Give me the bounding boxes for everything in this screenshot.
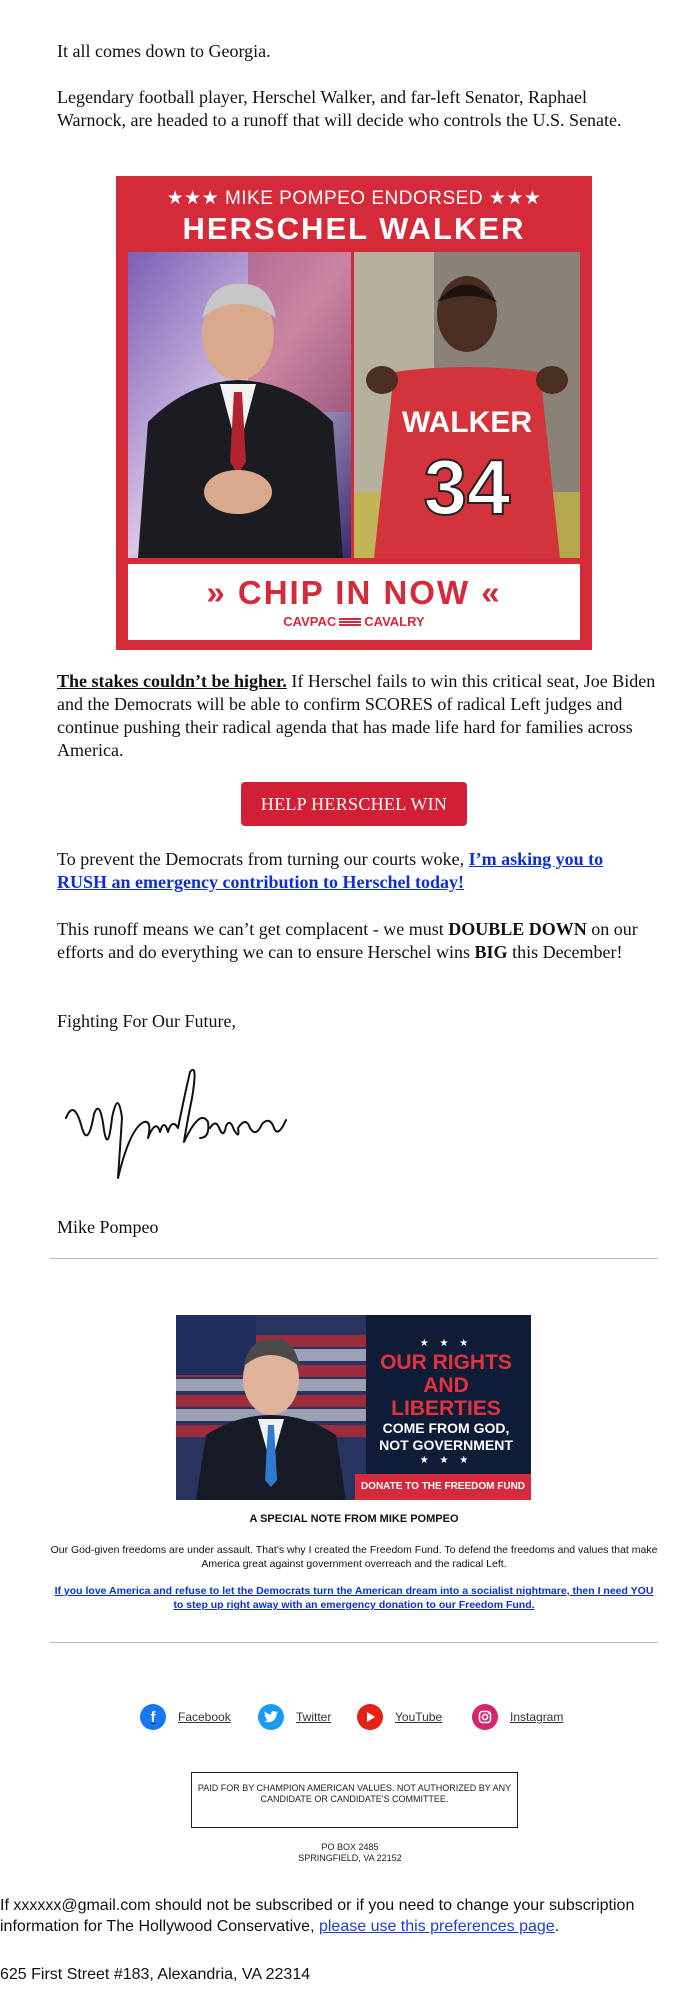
instagram-link[interactable] xyxy=(472,1703,563,1731)
logo-left-text: CAVPAC xyxy=(283,614,337,629)
signer-name: Mike Pompeo xyxy=(57,1217,159,1237)
closing-line: Fighting For Our Future, xyxy=(57,1011,237,1031)
runoff-text-a: This runoff means we can’t get complacent - we must xyxy=(57,919,449,939)
stars-icon-bottom: ★ ★ ★ xyxy=(419,1455,473,1466)
runoff-text-c: on our efforts and do everything we can to ensure Herschel wins xyxy=(57,919,638,962)
runoff-bold-double-down: DOUBLE DOWN xyxy=(448,919,587,939)
jersey-number: 34 xyxy=(423,443,511,531)
pompeo-illustration xyxy=(128,252,351,558)
subscription-footer xyxy=(0,1895,700,1937)
prevent-text: To prevent the Democrats from turning our courts woke, xyxy=(57,849,469,869)
divider-2 xyxy=(50,1642,658,1643)
preferences-link[interactable]: please use this preferences page xyxy=(318,1918,555,1935)
jersey-name: WALKER xyxy=(402,406,532,439)
special-note-body: Our God-given freedoms are under assault. That's why I created the Freedom Fund. To defend the freedoms and values that make America great against government overreach and the radical Left. xyxy=(50,1544,658,1570)
intro-paragraph-2: Legendary football player, Herschel Walker, and far-left Senator, Raphael Warnock, are headed to a runoff that will decide who controls the U.S. Senate. xyxy=(57,87,622,130)
hero-header xyxy=(116,186,592,246)
fund-line-4: NOT GOVERNMENT xyxy=(379,1437,513,1453)
youtube-icon xyxy=(357,1704,383,1730)
walker-illustration xyxy=(354,252,580,558)
chip-in-now-button[interactable] xyxy=(128,564,580,640)
facebook-label: Facebook xyxy=(178,1710,231,1724)
chip-in-label: » CHIP IN NOW « xyxy=(206,574,502,611)
po-box-line-1: PO BOX 2485 xyxy=(321,1842,379,1852)
freedom-fund-link[interactable]: If you love America and refuse to let the Democrats turn the American dream into a socialist nightmare, then I need YOU to step up right away with an emergency donation to our Freedom Fund. xyxy=(54,1585,654,1611)
youtube-link[interactable] xyxy=(357,1703,442,1731)
hero-subtitle: ★★★ MIKE POMPEO ENDORSED ★★★ xyxy=(166,188,542,209)
runoff-bold-big: BIG xyxy=(474,942,508,962)
facebook-icon: f xyxy=(140,1704,166,1730)
stakes-text: If Herschel fails to win this critical seat, Joe Biden and the Democrats will be able to confirm SCORES of radical Left judges and continue pushing their radical agenda that has made life hard for families across America. xyxy=(57,671,656,760)
po-box-line-2: SPRINGFIELD, VA 22152 xyxy=(298,1853,402,1863)
flag-icon xyxy=(339,618,361,627)
stakes-bold: The stakes couldn’t be higher. xyxy=(57,671,287,691)
po-box-address xyxy=(0,1842,700,1864)
mailing-address: 625 First Street #183, Alexandria, VA 22314 xyxy=(0,1966,311,1983)
logo-right-text: CAVALRY xyxy=(364,614,425,629)
cavpac-logo xyxy=(128,614,580,630)
subscription-text: If xxxxxx@gmail.com should not be subscribed or if you need to change your subscription information for The Hollywood Conservative, xyxy=(0,1897,635,1935)
instagram-icon xyxy=(472,1704,498,1730)
divider-1 xyxy=(50,1258,658,1259)
stakes-paragraph xyxy=(57,670,657,762)
fund-headline xyxy=(371,1337,521,1468)
fund-line-3: COME FROM GOD, xyxy=(382,1420,510,1436)
help-herschel-win-button[interactable]: HELP HERSCHEL WIN xyxy=(241,782,467,826)
rush-contribution-link[interactable]: I’m asking you to RUSH an emergency contribution to Herschel today! xyxy=(57,849,604,892)
stars-icon: ★ ★ ★ xyxy=(419,1338,473,1349)
social-links xyxy=(0,1703,700,1731)
youtube-label: YouTube xyxy=(395,1710,443,1724)
paid-for-disclaimer: PAID FOR BY CHAMPION AMERICAN VALUES. NOT AUTHORIZED BY ANY CANDIDATE OR CANDIDATE'S COMMITTEE. xyxy=(191,1772,518,1828)
freedom-fund-banner[interactable] xyxy=(176,1315,531,1500)
hero-name: HERSCHEL WALKER xyxy=(182,211,526,246)
twitter-icon xyxy=(258,1704,284,1730)
runoff-text-e: this December! xyxy=(507,942,623,962)
fund-line-1: OUR RIGHTS xyxy=(380,1351,512,1374)
walker-photo xyxy=(354,252,580,558)
runoff-paragraph xyxy=(57,918,657,964)
special-note-title: A SPECIAL NOTE FROM MIKE POMPEO xyxy=(249,1513,459,1525)
fund-line-2: AND LIBERTIES xyxy=(391,1374,501,1420)
facebook-link[interactable] xyxy=(140,1703,231,1731)
twitter-link[interactable] xyxy=(258,1703,331,1731)
twitter-label: Twitter xyxy=(296,1710,332,1724)
subscription-end: . xyxy=(554,1918,560,1935)
signature-image xyxy=(60,1058,300,1188)
hero-ad-banner[interactable] xyxy=(116,176,592,650)
pompeo-photo xyxy=(128,252,351,558)
prevent-paragraph xyxy=(57,848,657,894)
instagram-label: Instagram xyxy=(510,1710,564,1724)
intro-paragraph-1: It all comes down to Georgia. xyxy=(57,41,271,61)
donate-freedom-fund-button[interactable]: DONATE TO THE FREEDOM FUND xyxy=(355,1474,531,1500)
